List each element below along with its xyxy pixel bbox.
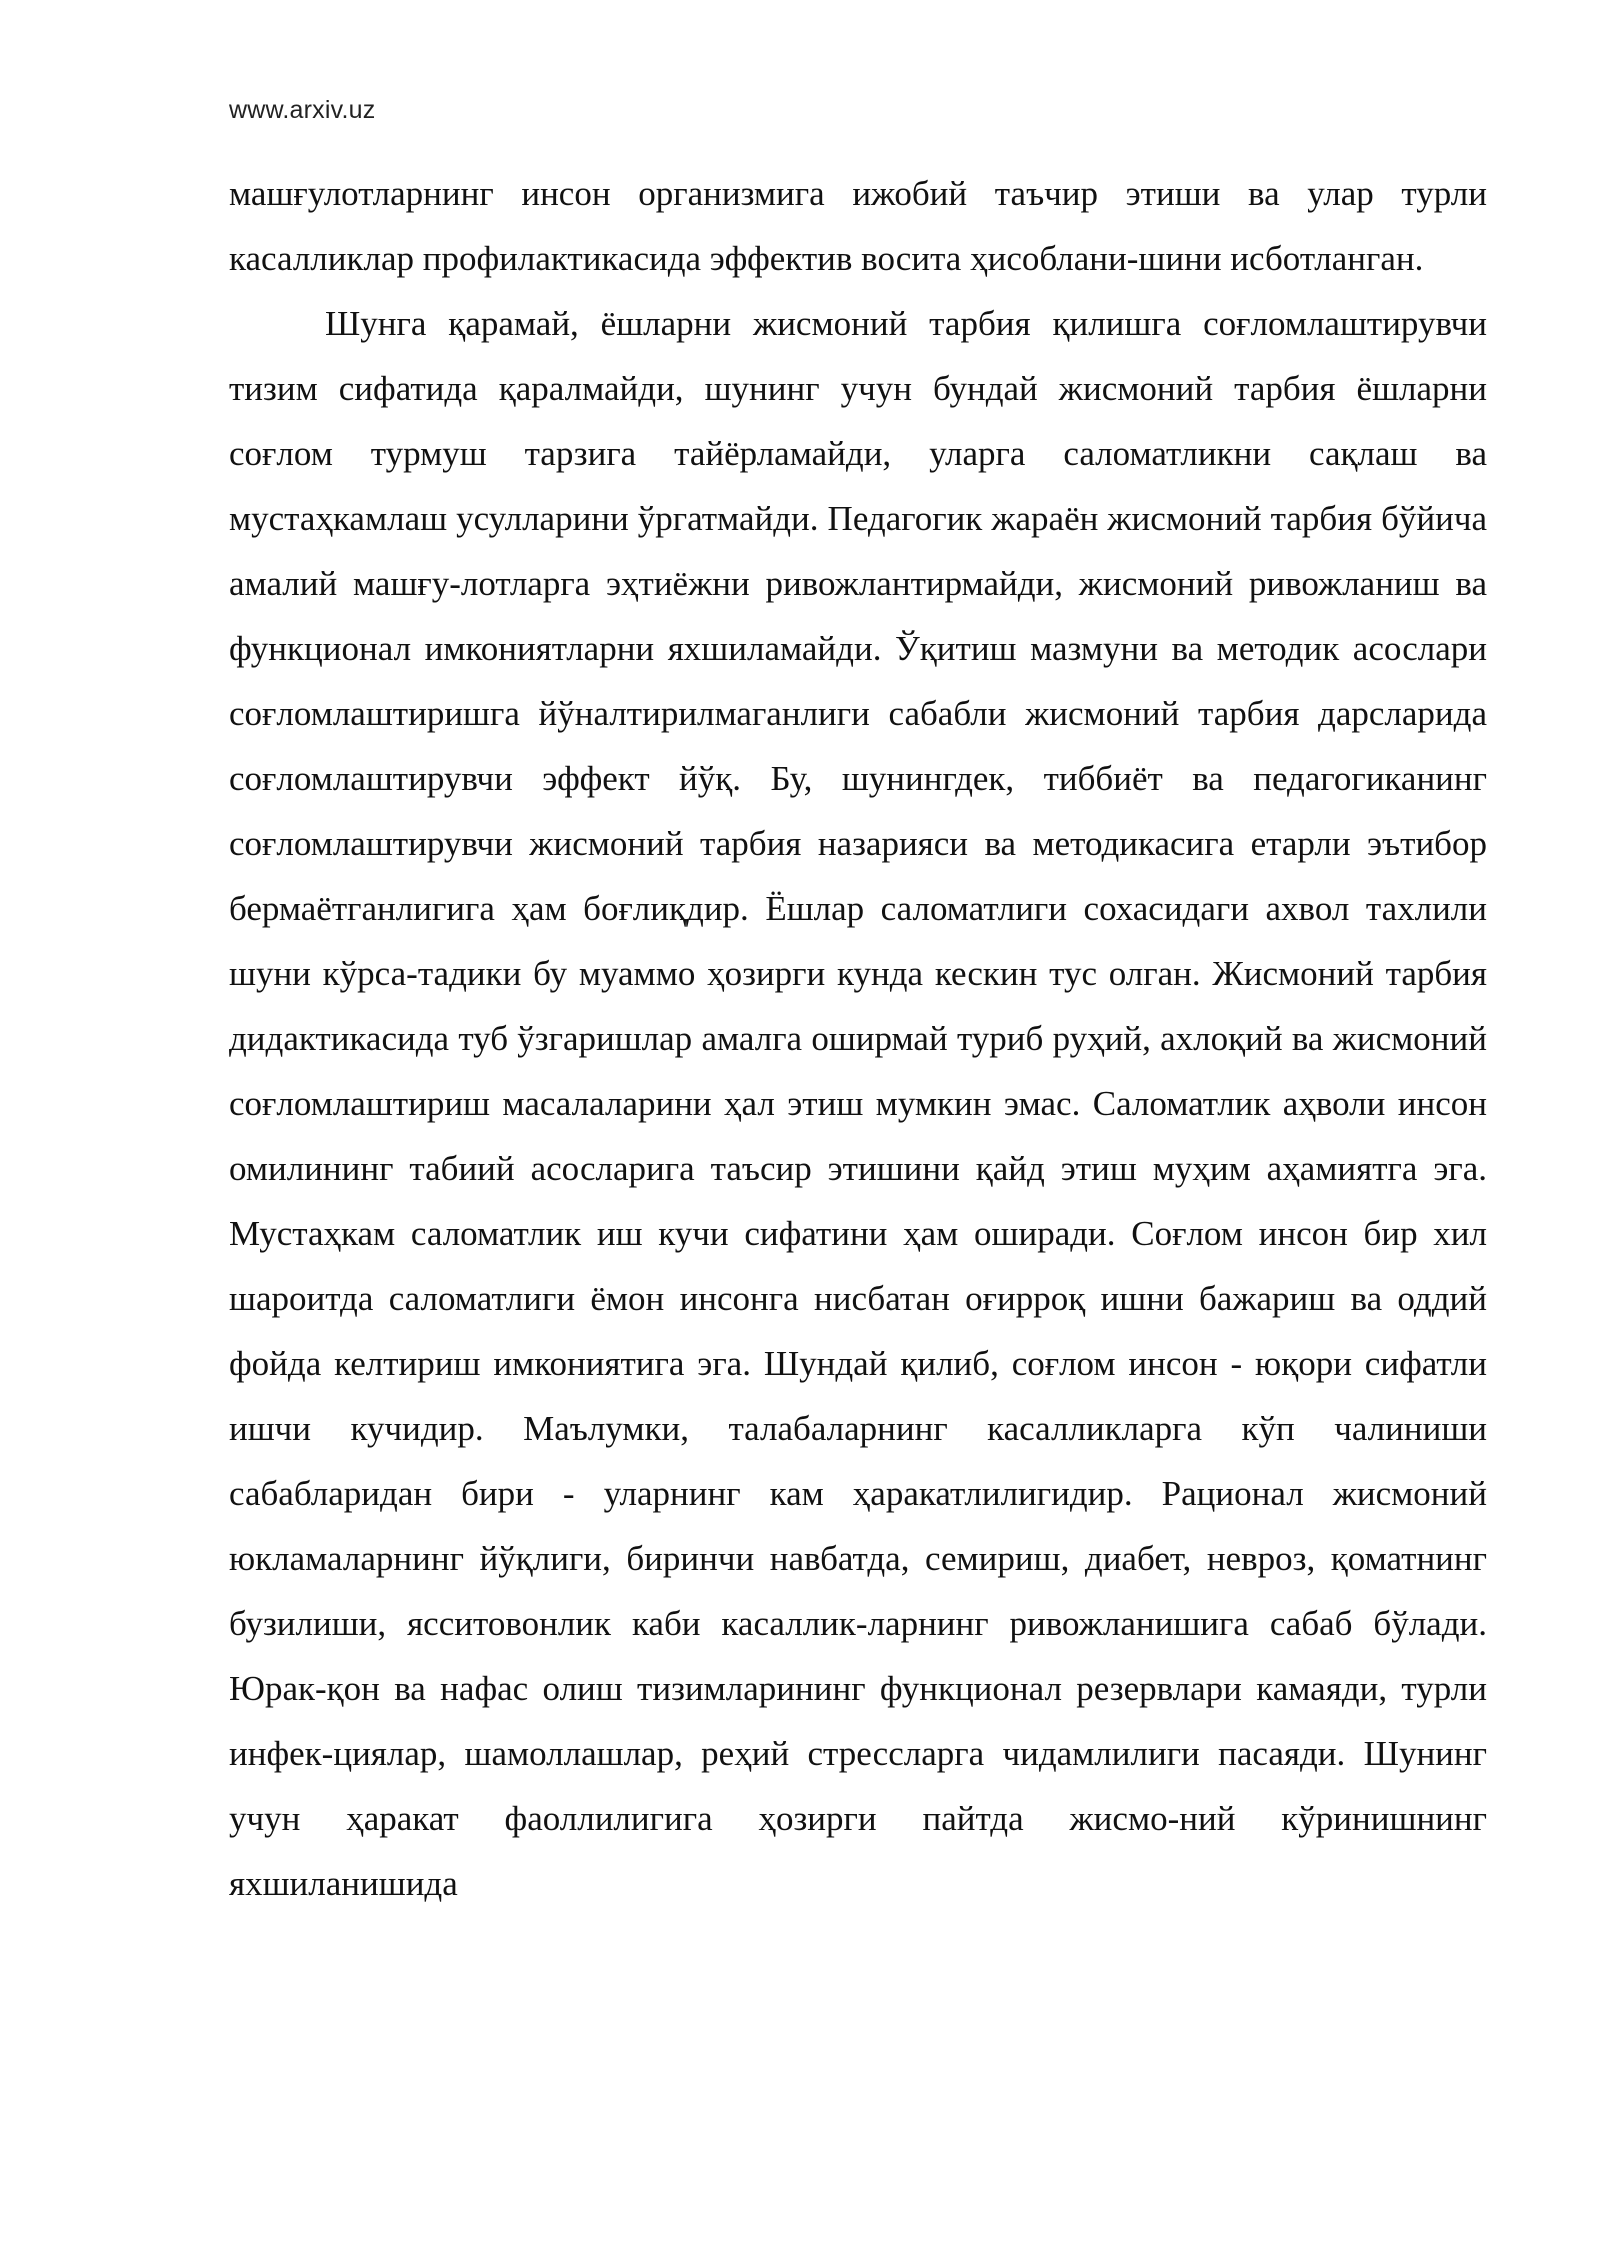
document-body (229, 161, 1487, 1916)
paragraph-continuation: машғулотларнинг инсон организмига ижобий таъчир этиши ва улар турли касалликлар профилактикасида эффектив восита ҳисоблани-шини исботланган. (229, 174, 1487, 278)
page-header-site: www.arxiv.uz (229, 96, 376, 124)
paragraph-main: Шунга қарамай, ёшларни жисмоний тарбия қилишга соғломлаштирувчи тизим сифатида қаралмайди, шунинг учун бундай жисмоний тарбия ёшларни соғлом турмуш тарзига тайёрламайди, уларга саломатликни сақлаш ва мустаҳкамлаш усулларини ўргатмайди. Педагогик жараён жисмоний тарбия бўйича амалий машғу-лотларга эҳтиёжни ривожлантирмайди, жисмоний ривожланиш ва функционал имкониятларни яхшиламайди. Ўқитиш мазмуни ва методик асослари соғломлаштиришга йўналтирилмаганлиги сабабли жисмоний тарбия дарсларида соғломлаштирувчи эффект йўқ. Бу, шунингдек, тиббиёт ва педагогиканинг соғломлаштирувчи жисмоний тарбия назарияси ва методикасига етарли эътибор бермаётганлигига ҳам боғлиқдир. Ёшлар саломатлиги сохасидаги ахвол тахлили шуни кўрса-тадики бу муаммо ҳозирги кунда кескин тус олган. Жисмоний тарбия дидактикасида туб ўзгаришлар амалга оширмай туриб руҳий, ахлоқий ва жисмоний соғломлаштириш масалаларини ҳал этиш мумкин эмас. Саломатлик аҳволи инсон омилининг табиий асосларига таъсир этишини қайд этиш муҳим аҳамиятга эга. Мустаҳкам саломатлик иш кучи сифатини ҳам оширади. Соғлом инсон бир хил шароитда саломатлиги ёмон инсонга нисбатан оғирроқ ишни бажариш ва оддий фойда келтириш имкониятига эга. Шундай қилиб, соғлом инсон - юқори сифатли ишчи кучидир. Маълумки, талабаларнинг касалликларга кўп чалиниши сабабларидан бири - уларнинг кам ҳаракатлилигидир. Рационал жисмоний юкламаларнинг йўқлиги, биринчи навбатда, семириш, диабет, невроз, қоматнинг бузилиши, ясситовонлик каби касаллик-ларнинг ривожланишига сабаб бўлади. Юрак-қон ва нафас олиш тизимларининг функционал резервлари камаяди, турли инфек-циялар, шамоллашлар, реҳий стрессларга чидамлилиги пасаяди. Шунинг учун ҳаракат фаоллилигига ҳозирги пайтда жисмо-ний кўринишнинг яхшиланишида (229, 304, 1487, 1903)
